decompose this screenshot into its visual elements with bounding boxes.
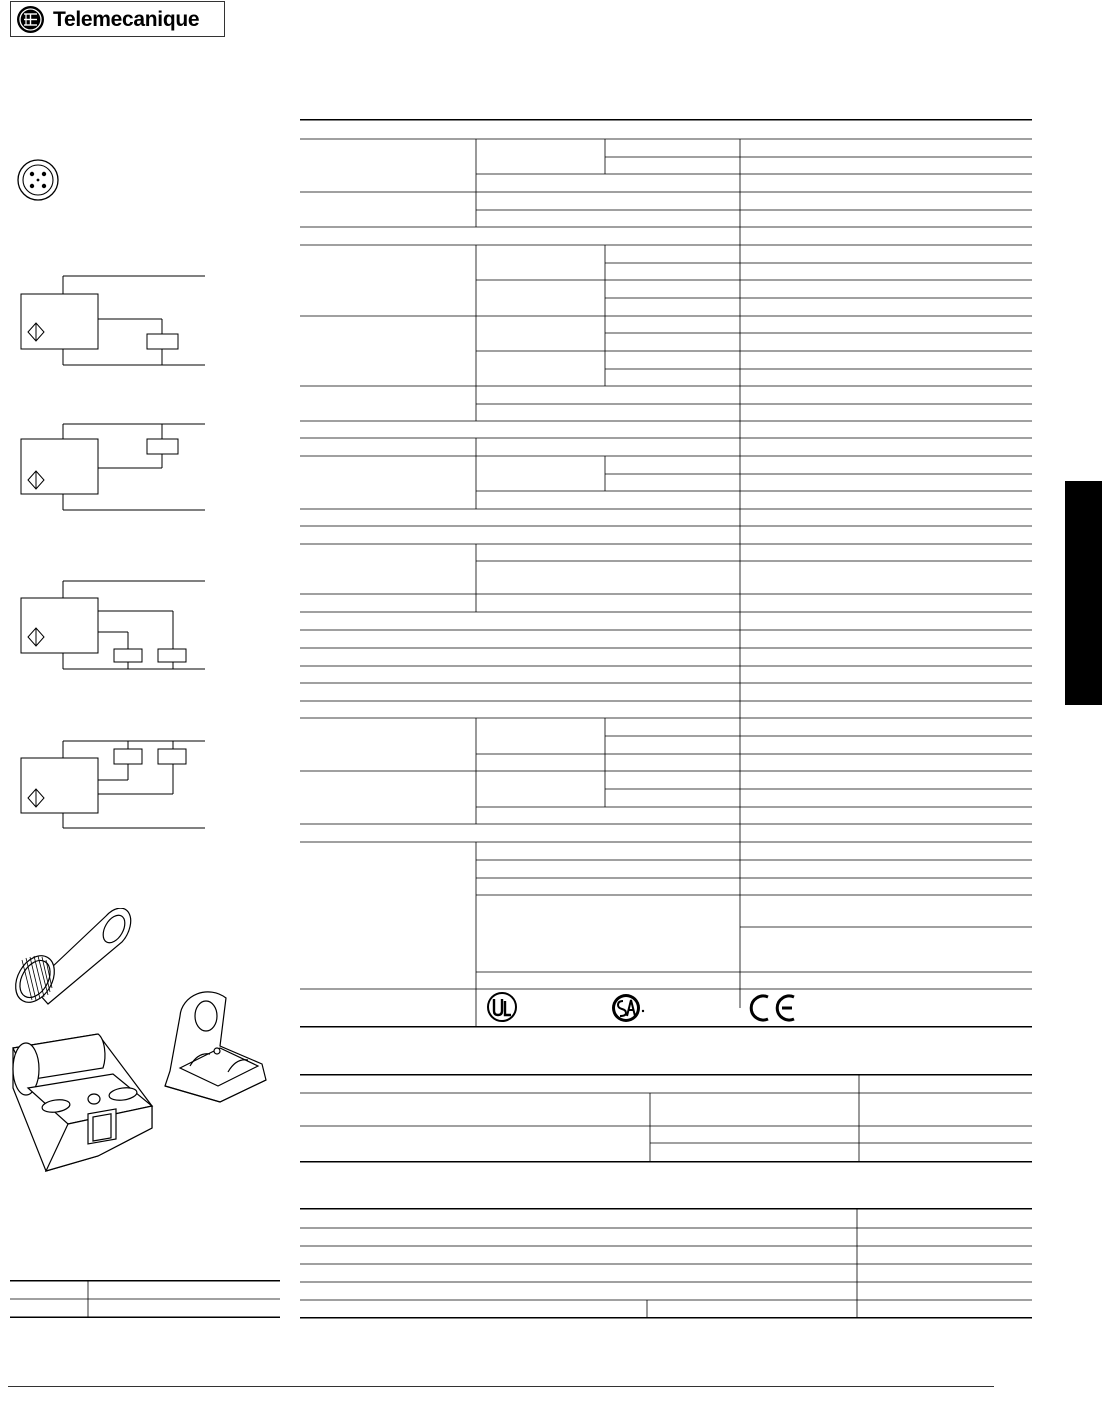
brand-name: Telemecanique [53, 8, 200, 31]
wiring-diagram-1 [18, 268, 210, 368]
m12-connector-icon [16, 158, 60, 202]
secondary-table [300, 1074, 1032, 1163]
reference-table [10, 1280, 280, 1318]
telemecanique-emblem-icon [17, 6, 44, 33]
section-tab-marker [1065, 481, 1102, 705]
csa-certified-mark-icon [610, 991, 648, 1025]
mounting-clamp-illustration [8, 1028, 158, 1173]
cylindrical-sensor-illustration [8, 908, 133, 1008]
specifications-table [300, 119, 1032, 1028]
wiring-diagram-2 [18, 414, 210, 514]
wiring-diagram-3 [18, 572, 210, 672]
footer-rule [8, 1386, 994, 1387]
mounting-bracket-illustration [160, 986, 270, 1104]
tertiary-table [300, 1208, 1032, 1319]
ce-mark-icon [748, 993, 798, 1023]
brand-logo [10, 1, 225, 37]
wiring-diagram-4 [18, 732, 210, 832]
ul-listed-mark-icon [484, 991, 520, 1023]
